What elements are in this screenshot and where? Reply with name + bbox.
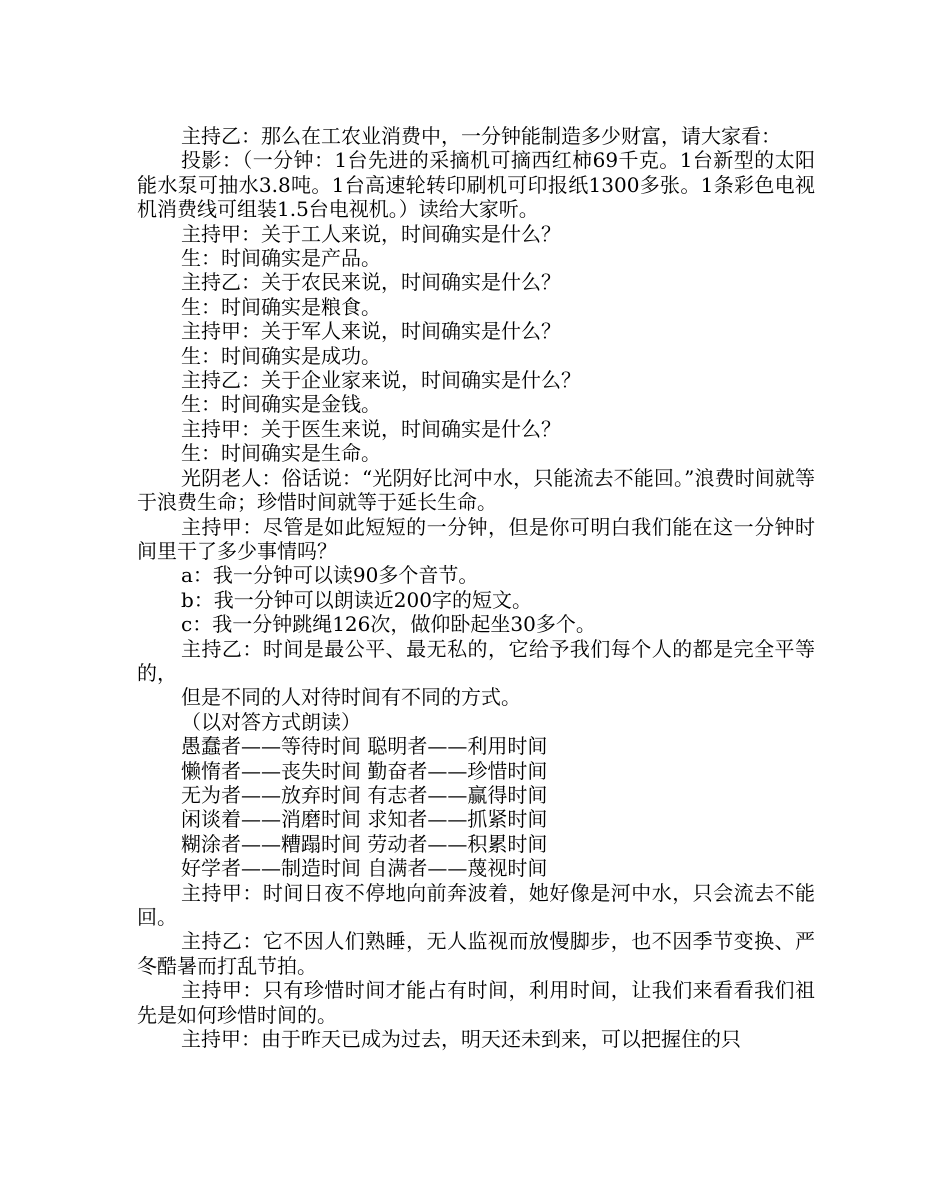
paragraph: 主持甲：尽管是如此短短的一分钟，但是你可明白我们能在这一分钟时间里干了多少事情吗？ — [137, 514, 815, 563]
paragraph: 生：时间确实是金钱。 — [181, 392, 381, 417]
paragraph: 但是不同的人对待时间有不同的方式。 — [181, 685, 521, 710]
paragraph: 闲谈着——消磨时间 求知者——抓紧时间 — [181, 807, 548, 832]
paragraph: 好学者——制造时间 自满者——蔑视时间 — [181, 856, 548, 881]
paragraph: 愚蠢者——等待时间 聪明者——利用时间 — [181, 734, 548, 759]
paragraph: a：我一分钟可以读90多个音节。 — [181, 563, 479, 588]
paragraph: 主持乙：它不因人们熟睡，无人监视而放慢脚步，也不因季节变换、严冬酷暑而打乱节拍。 — [137, 929, 815, 978]
paragraph: 主持甲：关于军人来说，时间确实是什么？ — [181, 319, 561, 344]
paragraph: 生：时间确实是粮食。 — [181, 294, 381, 319]
paragraph: 投影：（一分钟：1台先进的采摘机可摘西红柿69千克。1台新型的太阳能水泵可抽水3.8吨。1台高速轮转印刷机可印报纸1300多张。1条彩色电视机消费线可组装1.5台电视机。）读给大家听。 — [137, 148, 815, 222]
paragraph: b：我一分钟可以朗读近200字的短文。 — [181, 587, 532, 612]
paragraph: 主持乙：时间是最公平、最无私的，它给予我们每个人的都是完全平等的， — [137, 636, 815, 685]
paragraph: 主持甲：关于工人来说，时间确实是什么？ — [181, 221, 561, 246]
paragraph: 生：时间确实是成功。 — [181, 343, 381, 368]
paragraph: 主持甲：关于医生来说，时间确实是什么？ — [181, 416, 561, 441]
paragraph: 主持乙：那么在工农业消费中，一分钟能制造多少财富，请大家看： — [181, 124, 781, 148]
paragraph: 主持乙：关于企业家来说，时间确实是什么？ — [181, 368, 581, 393]
paragraph: 糊涂者——糟蹋时间 劳动者——积累时间 — [181, 831, 548, 856]
paragraph: 光阴老人：俗话说：“光阴好比河中水，只能流去不能回。”浪费时间就等于浪费生命；珍惜时间就等于延长生命。 — [137, 465, 815, 515]
paragraph: 主持乙：关于农民来说，时间确实是什么？ — [181, 270, 561, 295]
paragraph: 生：时间确实是产品。 — [181, 246, 381, 271]
paragraph: 懒惰者——丧失时间 勤奋者——珍惜时间 — [181, 758, 548, 783]
paragraph: 无为者——放弃时间 有志者——赢得时间 — [181, 782, 548, 807]
paragraph: c：我一分钟跳绳126次，做仰卧起坐30多个。 — [181, 612, 596, 637]
paragraph: 生：时间确实是生命。 — [181, 441, 381, 466]
paragraph: 主持甲：时间日夜不停地向前奔波着，她好像是河中水，只会流去不能回。 — [137, 880, 815, 929]
paragraph: 主持甲：只有珍惜时间才能占有时间，利用时间，让我们来看看我们祖先是如何珍惜时间的。 — [137, 978, 815, 1027]
paragraph: （以对答方式朗读） — [181, 709, 361, 734]
document-body — [137, 124, 815, 1051]
paragraph: 主持甲：由于昨天已成为过去，明天还未到来，可以把握住的只 — [181, 1027, 741, 1052]
